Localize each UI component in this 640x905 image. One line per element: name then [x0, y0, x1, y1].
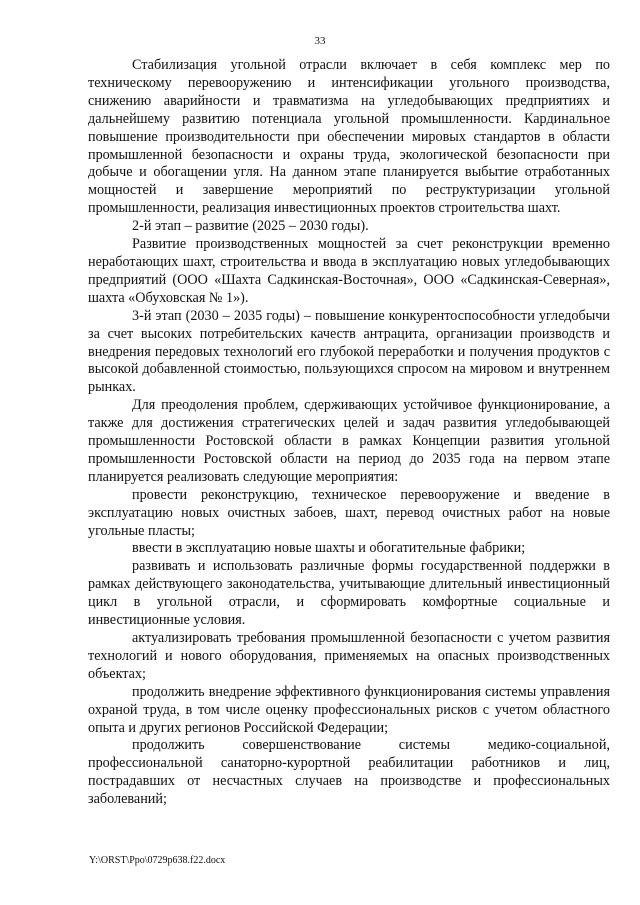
paragraph-measures-intro: Для преодоления проблем, сдерживающих устойчивое функционирование, а также для достижения стратегических целей и задач развития угледобывающей промышленности Ростовской области в рамках Концепции развития угольной промышленности Ростовской области на период до 2035 года на первом этапе планируется реализовать следующие мероприятия: — [88, 397, 610, 485]
page-body — [88, 57, 610, 809]
paragraph-coal-stabilization: Стабилизация угольной отрасли включает в себя комплекс мер по техническому перевооружению и интенсификации угольного производства, снижению аварийности и травматизма на угледобывающих предприятиях и дальнейшему развитию потенциала угольной промышленности. Кардинальное повышение производительности при обеспечении мировых стандартов в области промышленной безопасности и охраны труда, экологической безопасности при добыче и обогащении угля. На данном этапе планируется выбытие отработанных мощностей и завершение мероприятий по реструктуризации угольной промышленности, реализация инвестиционных проектов строительства шахт. — [88, 57, 610, 217]
list-item-reconstruction: провести реконструкцию, техническое перевооружение и введение в эксплуатацию новых очистных забоев, шахт, перевод очистных работ на новые угольные пласты; — [88, 486, 610, 539]
list-item-rehabilitation: продолжить совершенствование системы медико-социальной, профессиональной санаторно-курортной реабилитации работников и лиц, пострадавших от несчастных случаев на производстве и профессиональных заболеваний; — [88, 737, 610, 808]
list-item-safety-requirements: актуализировать требования промышленной безопасности с учетом развития технологий и нового оборудования, применяемых на опасных производственных объектах; — [88, 630, 610, 682]
list-item-new-mines: ввести в эксплуатацию новые шахты и обогатительные фабрики; — [132, 540, 526, 557]
list-item-state-support: развивать и использовать различные формы государственной поддержки в рамках действующего законодательства, учитывающие длительный инвестиционный цикл в угольной отрасли, и сформировать комфортные социальные и инвестиционные условия. — [88, 558, 610, 629]
list-item-labor-protection: продолжить внедрение эффективного функционирования системы управления охраной труда, в том числе оценку профессиональных рисков с учетом областного опыта и других регионов Российской Федерации; — [88, 683, 610, 736]
page-number: 33 — [314, 35, 326, 47]
paragraph-stage-2-capacity: Развитие производственных мощностей за счет реконструкции временно неработающих шахт, строительства и ввода в эксплуатацию новых угледобывающих предприятий (ООО «Шахта Садкинская-Восточная», ООО «Садкинская-Северная», шахта «Обуховская № 1»). — [88, 236, 610, 306]
paragraph-stage-3: 3-й этап (2030 – 2035 годы) – повышение конкурентоспособности угледобычи за счет высоких потребительских качеств антрацита, организации производств и внедрения передовых технологий его глубокой переработки и получения продуктов с высокой добавленной стоимостью, пользующихся спросом на мировом и внутреннем рынках. — [88, 307, 610, 396]
footer-file-path: Y:\ORST\Ppo\0729p638.f22.docx — [89, 855, 226, 866]
paragraph-stage-2-heading: 2-й этап – развитие (2025 – 2030 годы). — [132, 218, 369, 235]
